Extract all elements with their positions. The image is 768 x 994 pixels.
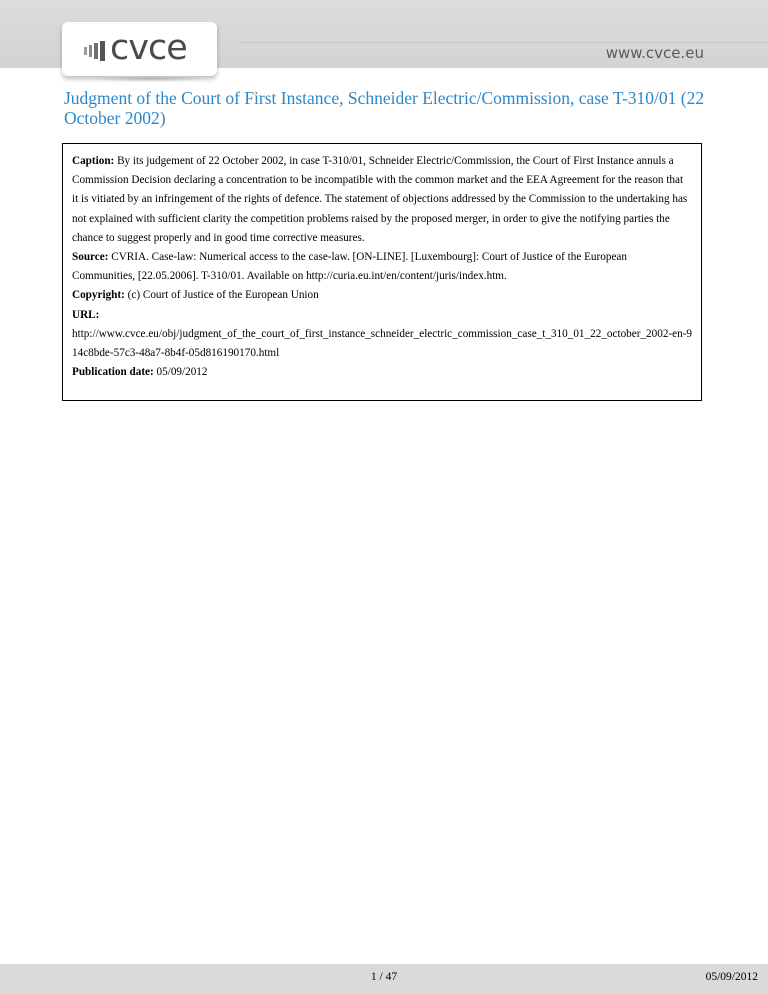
page-number: 1 / 47 (370, 971, 398, 983)
logo-wordmark: cvce (110, 28, 187, 68)
copyright-paragraph (72, 286, 692, 305)
url-paragraph (72, 306, 692, 325)
source-label: Source: (72, 251, 109, 264)
source-paragraph (72, 248, 692, 286)
copyright-text: (c) Court of Justice of the European Union (127, 289, 319, 302)
caption-text: By its judgement of 22 October 2002, in case T-310/01, Schneider Electric/Commission, the Court of First Instance annuls a Commission Decision declaring a concentration to be incompatible with the common market and the EEA Agreement for the reason that it is vitiated by an infringement of the rights of defence. The statement of objections addressed by the Commission to the undertaking has not explained with sufficient clarity the competition problems raised by the proposed merger, in order to give the notifying parties the chance to suggest properly and in good time corrective measures. (72, 155, 688, 244)
logo-shadow (90, 76, 210, 82)
cvce-logo-bars-icon (84, 39, 112, 61)
source-text: CVRIA. Case-law: Numerical access to the case-law. [ON-LINE]. [Luxembourg]: Court of Justice of the European Communities, [22.05.2006]. T-310/01. Available on http://curia.eu.int/en/content/juris/index.htm. (72, 251, 627, 283)
cvce-logo[interactable] (62, 22, 217, 76)
copyright-label: Copyright: (72, 289, 125, 302)
url-label: URL: (72, 308, 100, 321)
pubdate-paragraph (72, 363, 692, 382)
metadata-box (62, 143, 702, 401)
site-url[interactable]: www.cvce.eu (605, 44, 704, 62)
footer-date: 05/09/2012 (705, 971, 758, 983)
caption-paragraph (72, 152, 692, 248)
url-link[interactable]: http://www.cvce.eu/obj/judgment_of_the_court_of_first_instance_schneider_electric_commission_case_t_310_01_22_october_2002-en-914c8bde-57c3-48a7-8b4f-05d816190170.html (72, 327, 693, 360)
document-title: Judgment of the Court of First Instance, Schneider Electric/Commission, case T-310/01 (22 October 2002) (64, 88, 705, 128)
pubdate-text: 05/09/2012 (156, 366, 208, 379)
header-divider (240, 42, 768, 43)
pubdate-label: Publication date: (72, 366, 154, 379)
caption-label: Caption: (72, 155, 115, 167)
